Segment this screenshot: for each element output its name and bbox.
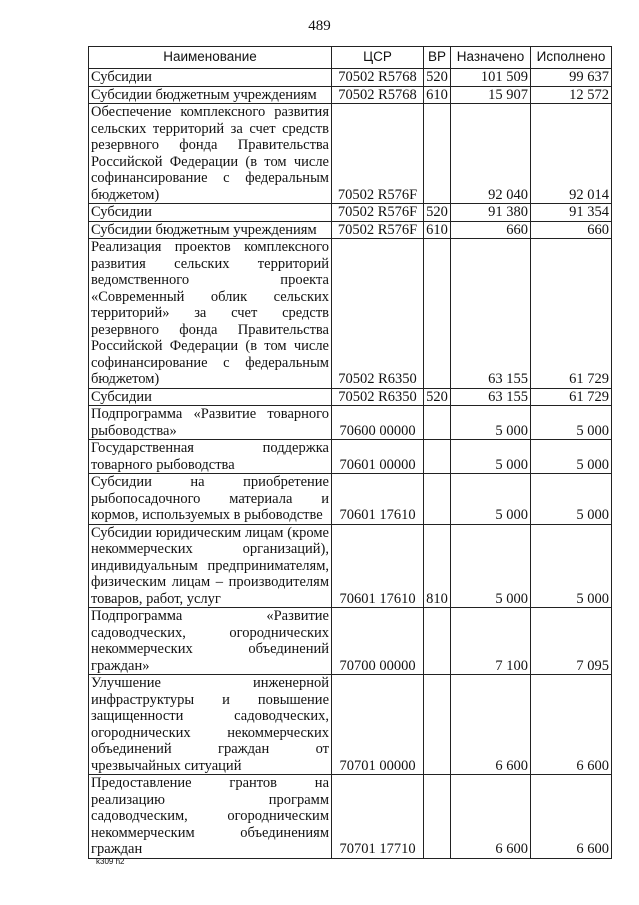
row-name: Обеспечение комплексного развития сельских территорий за счет средств резервного фонда Правительства Российской Федерации (в том числе софинансирование с федеральным бюджетом) xyxy=(89,104,332,204)
row-csr: 70600 00000 xyxy=(332,406,424,440)
row-assigned: 7 100 xyxy=(451,608,531,675)
row-executed: 6 600 xyxy=(531,675,612,775)
row-vr: 520 xyxy=(424,204,451,222)
row-csr: 70601 17610 xyxy=(332,474,424,525)
column-header-assigned: Назначено xyxy=(451,47,531,69)
row-executed: 12 572 xyxy=(531,86,612,104)
row-assigned: 5 000 xyxy=(451,440,531,474)
row-executed: 61 729 xyxy=(531,388,612,406)
table-header-row xyxy=(89,47,612,69)
row-vr: 610 xyxy=(424,221,451,239)
row-assigned: 91 380 xyxy=(451,204,531,222)
page-number: 489 xyxy=(308,18,331,34)
table-row xyxy=(89,221,612,239)
row-vr: 610 xyxy=(424,86,451,104)
row-assigned: 15 907 xyxy=(451,86,531,104)
table-row xyxy=(89,388,612,406)
row-csr: 70701 17710 xyxy=(332,775,424,859)
row-name: Подпрограмма «Развитие товарного рыбоводства» xyxy=(89,406,332,440)
row-executed: 5 000 xyxy=(531,406,612,440)
row-csr: 70502 R576F xyxy=(332,221,424,239)
row-vr xyxy=(424,440,451,474)
row-vr: 520 xyxy=(424,388,451,406)
row-name: Субсидии юридическим лицам (кроме некоммерческих организаций), индивидуальным предпринимателям, физическим лицам – производителям товаров, работ, услуг xyxy=(89,524,332,608)
table-row xyxy=(89,608,612,675)
row-name: Субсидии бюджетным учреждениям xyxy=(89,221,332,239)
column-header-executed: Исполнено xyxy=(531,47,612,69)
row-assigned: 5 000 xyxy=(451,406,531,440)
footer-code: k309 h2 xyxy=(96,857,125,866)
row-name: Субсидии xyxy=(89,204,332,222)
row-name: Государственная поддержка товарного рыбоводства xyxy=(89,440,332,474)
row-assigned: 6 600 xyxy=(451,775,531,859)
row-csr: 70502 R5768 xyxy=(332,69,424,87)
row-name: Субсидии на приобретение рыбопосадочного материала и кормов, используемых в рыбоводстве xyxy=(89,474,332,525)
row-assigned: 660 xyxy=(451,221,531,239)
row-assigned: 101 509 xyxy=(451,69,531,87)
row-vr xyxy=(424,474,451,525)
table-row xyxy=(89,474,612,525)
row-name: Субсидии xyxy=(89,69,332,87)
row-assigned: 63 155 xyxy=(451,239,531,389)
row-vr xyxy=(424,775,451,859)
row-csr: 70601 17610 xyxy=(332,524,424,608)
column-header-vr: ВР xyxy=(424,47,451,69)
budget-table xyxy=(88,46,612,859)
row-executed: 99 637 xyxy=(531,69,612,87)
row-assigned: 5 000 xyxy=(451,474,531,525)
row-csr: 70502 R5768 xyxy=(332,86,424,104)
row-name: Субсидии бюджетным учреждениям xyxy=(89,86,332,104)
row-vr xyxy=(424,406,451,440)
table-row xyxy=(89,69,612,87)
row-executed: 91 354 xyxy=(531,204,612,222)
row-executed: 92 014 xyxy=(531,104,612,204)
row-executed: 7 095 xyxy=(531,608,612,675)
row-csr: 70502 R6350 xyxy=(332,239,424,389)
table-row xyxy=(89,775,612,859)
row-vr: 810 xyxy=(424,524,451,608)
row-assigned: 63 155 xyxy=(451,388,531,406)
row-vr xyxy=(424,675,451,775)
table-row xyxy=(89,406,612,440)
row-executed: 61 729 xyxy=(531,239,612,389)
table-row xyxy=(89,239,612,389)
row-vr xyxy=(424,608,451,675)
table-row xyxy=(89,204,612,222)
row-executed: 660 xyxy=(531,221,612,239)
row-name: Улучшение инженерной инфраструктуры и повышение защищенности садоводческих, огороднических некоммерческих объединений граждан от чрезвычайных ситуаций xyxy=(89,675,332,775)
row-csr: 70700 00000 xyxy=(332,608,424,675)
row-csr: 70502 R576F xyxy=(332,104,424,204)
row-csr: 70701 00000 xyxy=(332,675,424,775)
row-vr: 520 xyxy=(424,69,451,87)
row-name: Подпрограмма «Развитие садоводческих, огороднических некоммерческих объединений граждан» xyxy=(89,608,332,675)
row-name: Реализация проектов комплексного развития сельских территорий ведомственного проекта «Современный облик сельских территорий» за счет средств резервного фонда Правительства Российской Федерации (в том числе софинансирование с федеральным бюджетом) xyxy=(89,239,332,389)
row-vr xyxy=(424,239,451,389)
column-header-name: Наименование xyxy=(89,47,332,69)
row-name: Субсидии xyxy=(89,388,332,406)
row-assigned: 92 040 xyxy=(451,104,531,204)
row-csr: 70502 R6350 xyxy=(332,388,424,406)
table-row xyxy=(89,675,612,775)
row-executed: 5 000 xyxy=(531,440,612,474)
table-row xyxy=(89,104,612,204)
row-csr: 70601 00000 xyxy=(332,440,424,474)
column-header-csr: ЦСР xyxy=(332,47,424,69)
row-executed: 5 000 xyxy=(531,524,612,608)
row-csr: 70502 R576F xyxy=(332,204,424,222)
table-row xyxy=(89,86,612,104)
row-executed: 6 600 xyxy=(531,775,612,859)
row-assigned: 6 600 xyxy=(451,675,531,775)
row-vr xyxy=(424,104,451,204)
table-row xyxy=(89,524,612,608)
row-executed: 5 000 xyxy=(531,474,612,525)
table-row xyxy=(89,440,612,474)
row-assigned: 5 000 xyxy=(451,524,531,608)
row-name: Предоставление грантов на реализацию программ садоводческим, огородническим некоммерческим объединениям граждан xyxy=(89,775,332,859)
